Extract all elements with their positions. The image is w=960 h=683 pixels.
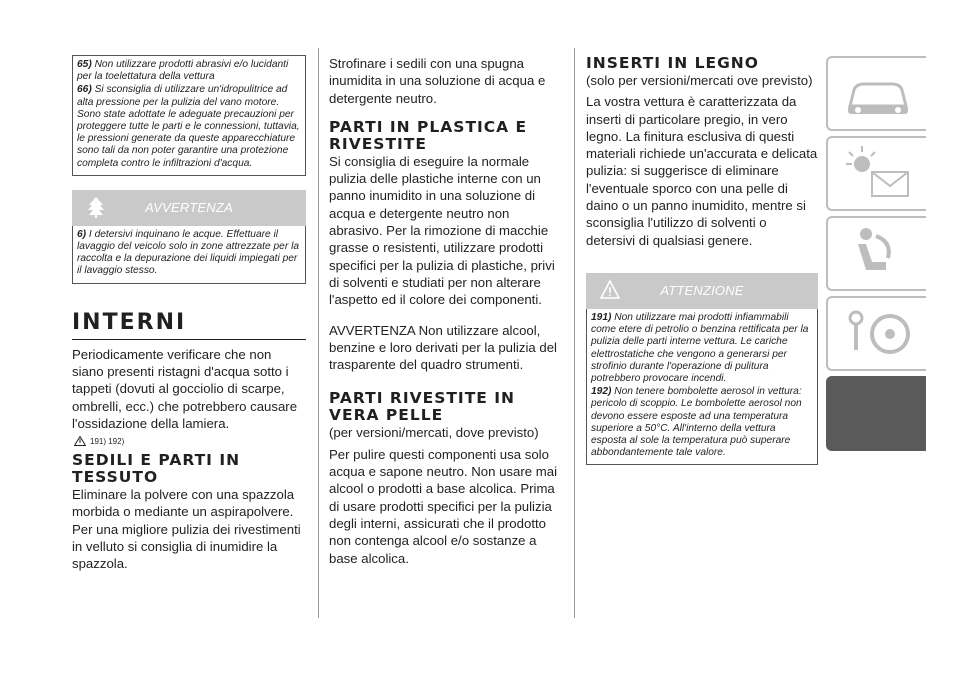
advisory-text: AVVERTENZA Non utilizzare alcool, benzine e loro derivati per la pulizia del trasparente del quadro strumenti. — [329, 322, 557, 373]
subsection-subtitle: (per versioni/mercati, dove previsto) — [329, 425, 539, 441]
key-steering-wheel-icon — [836, 302, 920, 366]
subsection-title: INSERTI IN LEGNO — [586, 54, 759, 72]
attention-header — [586, 273, 818, 309]
warning-body: 6) I detersivi inquinano le acque. Effettuare il lavaggio del veicolo solo in zone attrezzate per la raccolta e la depurazione dei liquidi impiegati per il lavaggio stesso. — [72, 226, 306, 284]
subsection-text: Per pulire questi componenti usa solo acqua e sapone neutro. Non usare mai alcool o prodotti a base alcolica. Prima di usare prodotti specifici per la pulizia degli interni, assicurati che il prodotto non contenga alcool e/o sostanze a base alcolica. — [329, 446, 557, 566]
interni-text: Periodicamente verificare che non siano presenti ristagni d'acqua sotto i tappeti (dovuti al gocciolio di scarpe, ombrelli, ecc.) che potrebbero causare l'ossidazione della lamiera. — [72, 346, 298, 431]
section-heading: INTERNI — [72, 309, 187, 335]
attention-title: ATTENZIONE — [660, 282, 744, 298]
interni-heading-wrap — [72, 310, 306, 340]
column-divider — [318, 48, 319, 618]
tab-starting[interactable] — [826, 296, 926, 371]
column-2 — [329, 55, 561, 567]
tab-warning-lights[interactable] — [826, 136, 926, 211]
note-66: 66) Si sconsiglia di utilizzare un'idropulitrice ad alta pressione per la pulizia del vano motore. Sono state adottate le adeguate precauzioni per proteggere tutte le parti e le connessioni, tuttavia, le pressioni generate da queste apparecchiature sono tali da non poter garantire una protezione completa contro le infiltrazioni d'acqua. — [77, 84, 300, 169]
column-1 — [72, 55, 306, 573]
heading-rule — [72, 339, 306, 340]
subsection-subtitle: (solo per versioni/mercati ove previsto) — [586, 73, 813, 88]
warning-title: AVVERTENZA — [145, 199, 233, 215]
intro-text: Strofinare i sedili con una spugna inumidita in una soluzione di acqua e detergente neutro. — [329, 56, 546, 106]
tab-dashboard[interactable] — [826, 56, 926, 131]
subsection-title: PARTI IN PLASTICA E RIVESTITE — [329, 117, 528, 153]
warning-header — [72, 190, 306, 226]
tab-safety[interactable] — [826, 216, 926, 291]
subsection-text: Eliminare la polvere con una spazzola morbida o mediante un aspirapolvere. Per una migliore pulizia dei rivestimenti in velluto si consiglia di inumidire la spazzola. — [72, 487, 301, 572]
subsection-text: La vostra vettura è caratterizzata da inserti di particolare pregio, in vero legno. La finitura esclusiva di questi materiali richiede un'accurata e delicata pulizia: si suggerisce di eliminare l'eventuale sporco con una pelle di daino o un panno inumidito, mentre si sconsiglia l'utilizzo di solventi o detersivi di qualsiasi genere. — [586, 94, 818, 248]
subsection-title: SEDILI E PARTI IN TESSUTO — [72, 451, 241, 487]
attention-body — [586, 309, 818, 465]
subsection-text: Si consiglia di eseguire la normale pulizia delle plastiche interne con un panno inumidito in una soluzione di acqua e detergente neutro non abrasivo. Per la rimozione di macchie grasse o resistenti, utilizzare prodotti specifici per la pulizia di plastiche, privi di solventi e studiati per non alterare l'aspetto ed il colore dei componenti. — [329, 153, 555, 308]
warning-191: 191) Non utilizzare mai prodotti infiammabili come etere di petrolio o benzina rettificata per la pulizia delle parti interne vettura. Le cariche elettrostatiche che vengono a generarsi per strofinio durante l'operazione di pulitura potrebbero provocare incendi. — [591, 311, 809, 384]
column-3 — [586, 55, 818, 465]
subsection-title: PARTI RIVESTITE IN VERA PELLE — [329, 389, 515, 425]
note-65: 65) Non utilizzare prodotti abrasivi e/o lucidanti per la toelettatura della vettura — [77, 59, 289, 83]
warning-192: 192) Non tenere bombolette aerosol in vettura: pericolo di scoppio. Le bombolette aerosol non devono essere esposte ad una temperatura superiore a 50°C. All'interno della vettura esposta al sole la temperatura può superare abbondantemente tale valore. — [591, 386, 802, 459]
column-divider — [574, 48, 575, 618]
warning-refs: 191) 192) — [74, 436, 306, 446]
warning-triangle-icon — [74, 436, 86, 446]
seat-airbag-icon — [836, 222, 920, 286]
warning-lights-icon — [836, 142, 920, 206]
car-dashboard-icon — [836, 62, 920, 126]
tab-maintenance[interactable] — [826, 376, 926, 451]
notes-box — [72, 55, 306, 176]
